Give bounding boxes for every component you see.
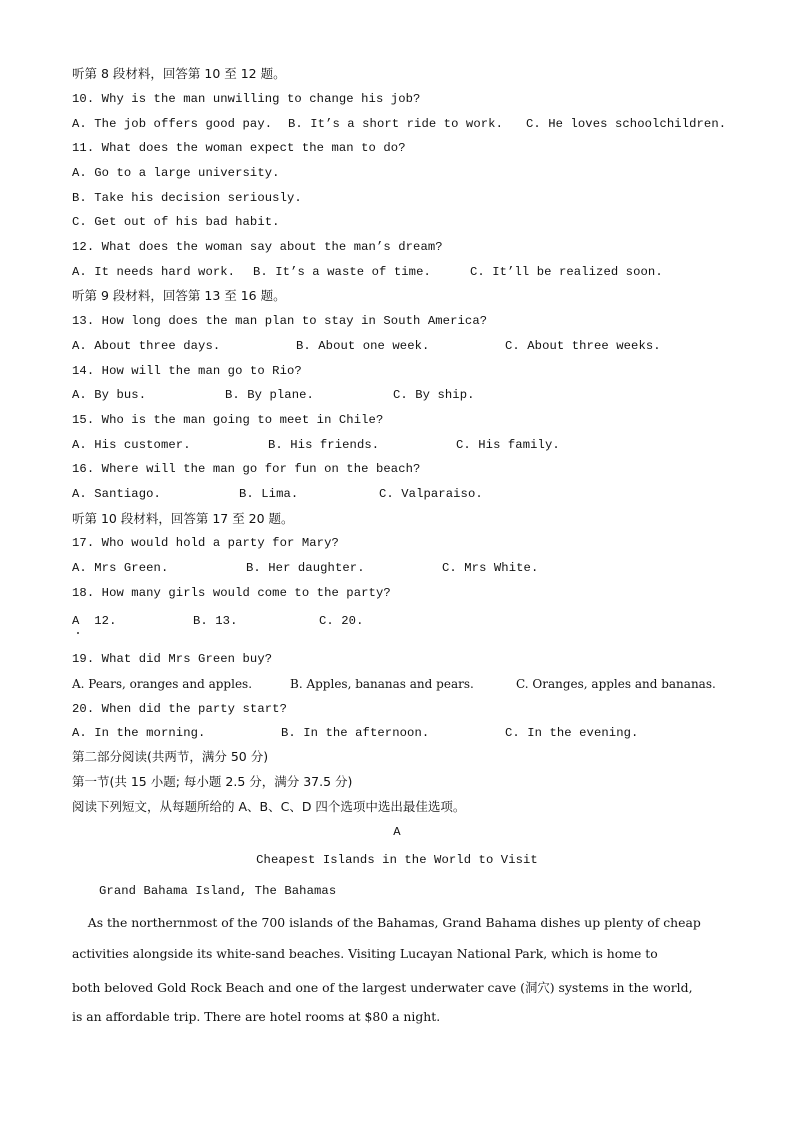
question-13-option-b: B. About one week. (296, 339, 430, 353)
question-19: 19. What did Mrs Green buy? (72, 652, 273, 666)
question-13-option-c: C. About three weeks. (505, 339, 661, 353)
section-9-header: 听第 9 段材料，回答第 13 至 16 题。 (72, 288, 286, 303)
question-10: 10. Why is the man unwilling to change his job? (72, 92, 421, 106)
question-14: 14. How will the man go to Rio? (72, 364, 302, 378)
question-19-option-b: B. Apples, bananas and pears. (290, 677, 474, 691)
question-19-option-c: C. Oranges, apples and bananas. (516, 677, 716, 691)
question-10-option-b: B. It’s a short ride to work. (288, 117, 503, 131)
question-12-option-c: C. It’ll be realized soon. (470, 265, 663, 279)
question-20: 20. When did the party start? (72, 702, 287, 716)
question-17: 17. Who would hold a party for Mary? (72, 536, 339, 550)
question-20-option-a: A. In the morning. (72, 726, 206, 740)
stray-mark (77, 632, 79, 634)
question-16-option-a: A. Santiago. (72, 487, 161, 501)
question-17-option-b: B. Her daughter. (246, 561, 365, 575)
question-10-option-c: C. He loves schoolchildren. (526, 117, 727, 131)
paragraph-line: activities alongside its white-sand beaches. Visiting Lucayan National Park, which is home to (72, 946, 658, 961)
paragraph-line: both beloved Gold Rock Beach and one of the largest underwater cave (洞穴) systems in the world, (72, 980, 693, 995)
question-13-option-a: A. About three days. (72, 339, 221, 353)
question-12: 12. What does the woman say about the man’s dream? (72, 240, 443, 254)
section-8-header: 听第 8 段材料，回答第 10 至 12 题。 (72, 66, 286, 81)
question-12-option-a: A. It needs hard work. (72, 265, 236, 279)
question-14-option-c: C. By ship. (393, 388, 475, 402)
question-20-option-c: C. In the evening. (505, 726, 639, 740)
question-16: 16. Where will the man go for fun on the beach? (72, 462, 421, 476)
passage-title: Cheapest Islands in the World to Visit (256, 853, 538, 867)
question-15-option-c: C. His family. (456, 438, 560, 452)
question-18-option-a: A 12. (72, 614, 117, 628)
question-19-option-a: A. Pears, oranges and apples. (72, 677, 253, 691)
question-18-option-b: B. 13. (193, 614, 238, 628)
question-15-option-a: A. His customer. (72, 438, 191, 452)
question-20-option-b: B. In the afternoon. (281, 726, 430, 740)
paragraph-line: As the northernmost of the 700 islands of the Bahamas, Grand Bahama dishes up plenty of cheap (72, 915, 701, 930)
question-11-option-a: A. Go to a large university. (72, 166, 280, 180)
question-14-option-a: A. By bus. (72, 388, 147, 402)
question-18-option-c: C. 20. (319, 614, 364, 628)
question-11: 11. What does the woman expect the man to do? (72, 141, 406, 155)
question-17-option-a: A. Mrs Green. (72, 561, 169, 575)
reading-instruction: 阅读下列短文，从每题所给的 A、B、C、D 四个选项中选出最佳选项。 (72, 799, 466, 814)
question-11-option-c: C. Get out of his bad habit. (72, 215, 280, 229)
question-15-option-b: B. His friends. (268, 438, 380, 452)
question-11-option-b: B. Take his decision seriously. (72, 191, 302, 205)
question-10-option-a: A. The job offers good pay. (72, 117, 273, 131)
paragraph-line: is an affordable trip. There are hotel rooms at $80 a night. (72, 1009, 441, 1024)
question-14-option-b: B. By plane. (225, 388, 314, 402)
question-13: 13. How long does the man plan to stay in South America? (72, 314, 488, 328)
question-18: 18. How many girls would come to the party? (72, 586, 391, 600)
part-2-title: 第二部分阅读(共两节，满分 50 分) (72, 749, 269, 764)
section-1-title: 第一节(共 15 小题; 每小题 2.5 分，满分 37.5 分) (72, 774, 353, 789)
question-16-option-c: C. Valparaiso. (379, 487, 483, 501)
passage-letter: A (393, 825, 401, 839)
passage-subheading: Grand Bahama Island, The Bahamas (99, 884, 337, 898)
question-15: 15. Who is the man going to meet in Chile? (72, 413, 384, 427)
question-12-option-b: B. It’s a waste of time. (253, 265, 431, 279)
question-17-option-c: C. Mrs White. (442, 561, 539, 575)
question-16-option-b: B. Lima. (239, 487, 299, 501)
section-10-header: 听第 10 段材料，回答第 17 至 20 题。 (72, 511, 294, 526)
